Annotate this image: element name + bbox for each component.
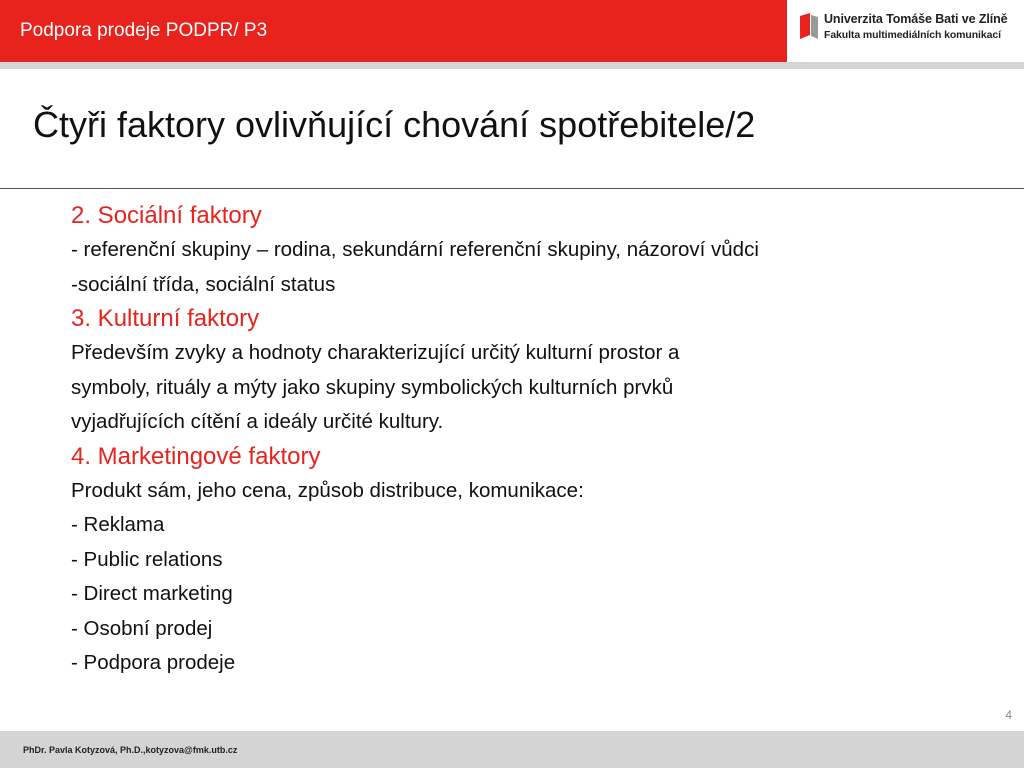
section-heading: 4. Marketingové faktory bbox=[71, 442, 321, 470]
section-heading: 3. Kulturní faktory bbox=[71, 305, 260, 332]
university-name: Univerzita Tomáše Bati ve Zlíně bbox=[824, 12, 1008, 26]
text-line: -sociální třída, sociální status bbox=[71, 272, 336, 296]
utb-book-logo-icon bbox=[800, 13, 818, 39]
faculty-name: Fakulta multimediálních komunikací bbox=[824, 29, 1001, 41]
slide-content bbox=[71, 199, 971, 681]
footer-bar bbox=[0, 731, 1024, 768]
list-item: - Reklama bbox=[71, 513, 165, 536]
text-line: symboly, rituály a mýty jako skupiny symbolických kulturních prvků bbox=[71, 375, 674, 399]
header-bar bbox=[0, 0, 787, 62]
list-item: - Osobní prodej bbox=[71, 616, 213, 640]
course-label: Podpora prodeje PODPR/ P3 bbox=[20, 20, 268, 41]
list-item: - Public relations bbox=[71, 547, 223, 571]
title-divider bbox=[0, 188, 1024, 189]
list-item: - Podpora prodeje bbox=[71, 651, 236, 674]
list-item: - Direct marketing bbox=[71, 582, 233, 605]
section-heading: 2. Sociální faktory bbox=[71, 202, 262, 229]
text-line: Produkt sám, jeho cena, způsob distribuce, komunikace: bbox=[71, 478, 584, 502]
footer-author: PhDr. Pavla Kotyzová, Ph.D.,kotyzova@fmk.utb.cz bbox=[23, 745, 238, 755]
slide-title: Čtyři faktory ovlivňující chování spotřebitele/2 bbox=[33, 104, 756, 145]
page-number: 4 bbox=[1005, 708, 1012, 722]
text-line: - referenční skupiny – rodina, sekundární referenční skupiny, názoroví vůdci bbox=[71, 238, 759, 261]
text-line: vyjadřujících cítění a ideály určité kultury. bbox=[71, 410, 444, 433]
header-divider-band bbox=[0, 62, 1024, 69]
university-logo bbox=[787, 0, 1024, 62]
text-line: Především zvyky a hodnoty charakterizující určitý kulturní prostor a bbox=[71, 341, 680, 364]
